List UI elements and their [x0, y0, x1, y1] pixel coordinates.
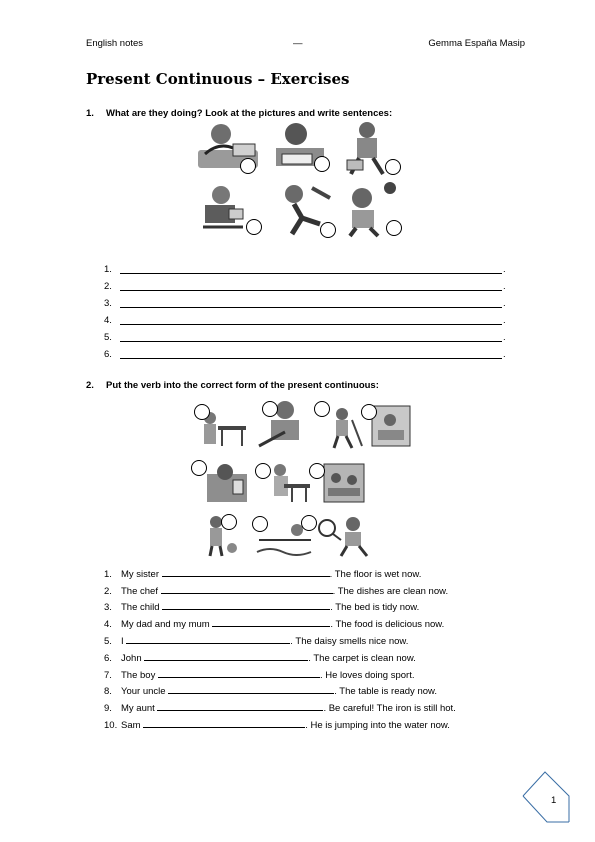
answer-circle	[385, 159, 401, 175]
exercise1-item: 5.	[104, 332, 112, 343]
page-title: Present Continuous – Exercises	[86, 70, 350, 88]
answer-line[interactable]	[120, 314, 502, 325]
section2-instruction-text: Put the verb into the correct form of the present continuous:	[106, 380, 379, 391]
exercise2-item: 10. Sam . He is jumping into the water now.	[104, 717, 450, 731]
answer-circle	[252, 516, 268, 532]
exercise1-item: 4.	[104, 315, 112, 326]
answer-circle	[221, 514, 237, 530]
exercise1-item: 1.	[104, 264, 112, 275]
section1-instruction-text: What are they doing? Look at the pictures and write sentences:	[106, 108, 393, 119]
section1-number: 1.	[86, 108, 94, 119]
answer-blank[interactable]	[157, 700, 323, 711]
answer-line[interactable]	[120, 280, 502, 291]
answer-circle	[240, 158, 256, 174]
answer-circle	[262, 401, 278, 417]
header-left: English notes	[86, 38, 144, 49]
answer-circle	[191, 460, 207, 476]
exercise2-item: 1. My sister . The floor is wet now.	[104, 566, 421, 580]
answer-circle	[386, 220, 402, 236]
exercise2-item: 8. Your uncle . The table is ready now.	[104, 683, 437, 697]
header-center: —	[293, 38, 303, 49]
section2-instruction	[86, 380, 379, 391]
answer-blank[interactable]	[126, 633, 290, 644]
answer-blank[interactable]	[144, 650, 308, 661]
answer-blank[interactable]	[212, 616, 330, 627]
answer-circle	[320, 222, 336, 238]
exercise2-item: 3. The child . The bed is tidy now.	[104, 599, 419, 613]
picture-4	[193, 183, 248, 233]
answer-line[interactable]	[120, 297, 502, 308]
answer-blank[interactable]	[162, 599, 330, 610]
exercise2-item: 6. John . The carpet is clean now.	[104, 650, 416, 664]
answer-circle	[314, 401, 330, 417]
answer-blank[interactable]	[158, 667, 320, 678]
answer-blank[interactable]	[143, 717, 305, 728]
picture-16	[315, 514, 377, 558]
exercise1-item: 3.	[104, 298, 112, 309]
answer-circle	[361, 404, 377, 420]
answer-blank[interactable]	[161, 583, 333, 594]
answer-blank[interactable]	[168, 683, 334, 694]
answer-line[interactable]	[120, 331, 502, 342]
picture-13	[322, 462, 366, 504]
header-right: Gemma España Masip	[428, 38, 525, 49]
answer-circle	[194, 404, 210, 420]
answer-circle	[301, 515, 317, 531]
answer-circle	[255, 463, 271, 479]
exercise2-item: 7. The boy . He loves doing sport.	[104, 667, 415, 681]
page-number: 1	[551, 795, 557, 806]
exercise2-item: 9. My aunt . Be careful! The iron is still hot.	[104, 700, 456, 714]
section1-instruction	[86, 108, 392, 119]
answer-line[interactable]	[120, 263, 502, 274]
exercise2-item: 2. The chef . The dishes are clean now.	[104, 583, 448, 597]
answer-circle	[309, 463, 325, 479]
exercise2-item: 4. My dad and my mum . The food is delicious now.	[104, 616, 444, 630]
exercise2-item: 5. I . The daisy smells nice now.	[104, 633, 408, 647]
answer-circle	[314, 156, 330, 172]
answer-circle	[246, 219, 262, 235]
page-number-badge	[519, 770, 573, 824]
answer-blank[interactable]	[162, 566, 330, 577]
exercise1-item: 2.	[104, 281, 112, 292]
page-header	[86, 38, 525, 52]
section2-number: 2.	[86, 380, 94, 391]
exercise1-item: 6.	[104, 349, 112, 360]
picture-11	[205, 460, 249, 504]
answer-line[interactable]	[120, 348, 502, 359]
